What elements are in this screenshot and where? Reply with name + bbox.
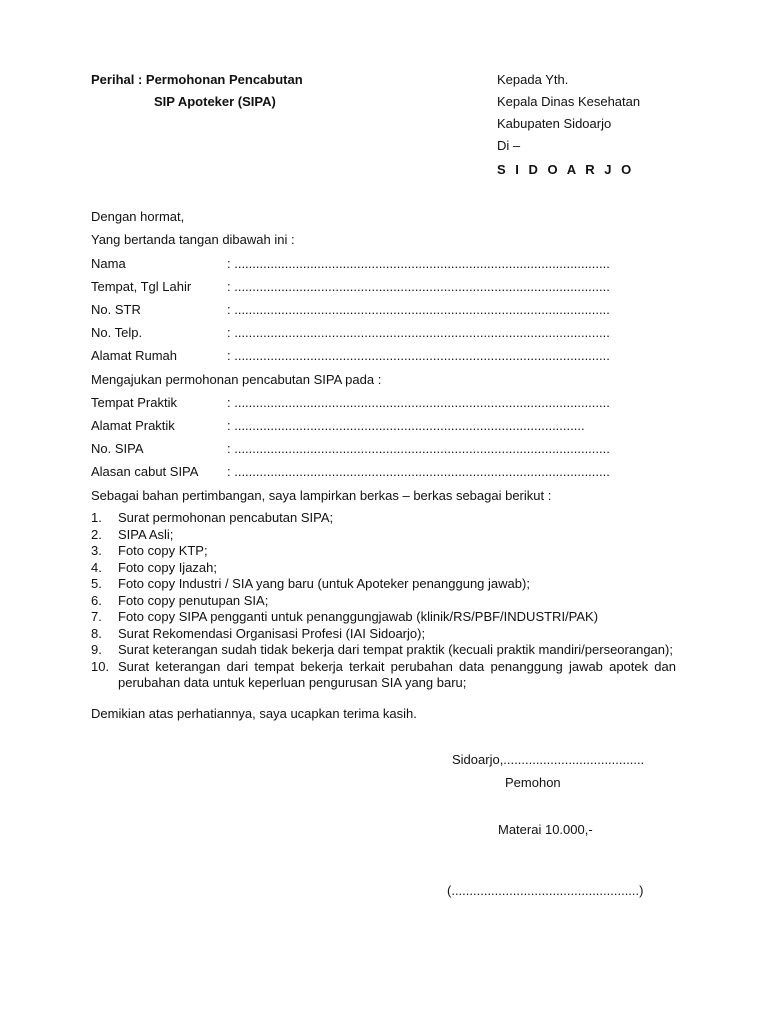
request-intro: Mengajukan permohonan pencabutan SIPA pada : — [91, 372, 382, 387]
field-value-alamat-rumah[interactable]: : ........................................................................................................ — [227, 348, 610, 363]
recipient-line-1: Kepada Yth. — [497, 72, 569, 87]
attachments-list — [91, 510, 676, 692]
field-value-ttl[interactable]: : ........................................................................................................ — [227, 279, 610, 294]
list-number: 3. — [91, 543, 102, 558]
list-text: Surat keterangan sudah tidak bekerja dari tempat praktik (kecuali praktik mandiri/perseorangan); — [118, 642, 673, 657]
list-number: 7. — [91, 609, 102, 624]
list-text: Foto copy Ijazah; — [118, 559, 217, 575]
list-text: Foto copy Industri / SIA yang baru (untuk Apoteker penanggung jawab); — [118, 576, 530, 591]
list-number: 4. — [91, 559, 102, 575]
list-text: Foto copy SIPA pengganti untuk penanggungjawab (klinik/RS/PBF/INDUSTRI/PAK) — [118, 609, 599, 624]
field-label-telp: No. Telp. — [91, 325, 143, 340]
field-value-nama[interactable]: : ........................................................................................................ — [227, 256, 610, 271]
field-label-str: No. STR — [91, 302, 141, 317]
list-number: 2. — [91, 526, 102, 542]
list-item — [91, 659, 676, 692]
field-label-alamat-praktik: Alamat Praktik — [91, 418, 175, 433]
recipient-line-3: Kabupaten Sidoarjo — [497, 116, 612, 131]
list-text: Surat keterangan dari tempat bekerja terkait perubahan data penanggung jawab apotek dan perubahan data untuk keperluan pengurusan SIA yang baru; — [118, 658, 676, 690]
list-number: 1. — [91, 510, 102, 525]
list-item — [91, 609, 676, 626]
list-item — [91, 626, 676, 643]
intro-text: Yang bertanda tangan dibawah ini : — [91, 232, 295, 247]
subject-line-1: Perihal : Permohonan Pencabutan — [91, 72, 303, 87]
list-number: 6. — [91, 592, 102, 608]
list-item — [91, 642, 676, 659]
list-number: 5. — [91, 576, 102, 591]
field-label-alasan: Alasan cabut SIPA — [91, 464, 199, 479]
closing-text: Demikian atas perhatiannya, saya ucapkan terima kasih. — [91, 706, 417, 721]
signature-name-field[interactable]: (....................................................) — [447, 883, 644, 898]
field-label-ttl: Tempat, Tgl Lahir — [91, 279, 192, 294]
attachments-intro: Sebagai bahan pertimbangan, saya lampirkan berkas – berkas sebagai berikut : — [91, 488, 552, 503]
list-item — [91, 576, 676, 593]
recipient-line-4: Di – — [497, 138, 521, 153]
greeting: Dengan hormat, — [91, 209, 185, 224]
list-item — [91, 593, 676, 610]
field-label-nama: Nama — [91, 256, 126, 271]
list-item — [91, 560, 676, 577]
signature-place-date[interactable]: Sidoarjo,....................................... — [452, 752, 645, 767]
field-label-no-sipa: No. SIPA — [91, 441, 144, 456]
field-label-tempat-praktik: Tempat Praktik — [91, 395, 177, 410]
list-text: Foto copy penutupan SIA; — [118, 592, 269, 608]
field-value-telp[interactable]: : ........................................................................................................ — [227, 325, 610, 340]
list-item — [91, 543, 676, 560]
subject-line-2: SIP Apoteker (SIPA) — [154, 94, 276, 109]
signature-role: Pemohon — [505, 775, 561, 790]
field-value-str[interactable]: : ........................................................................................................ — [227, 302, 610, 317]
field-value-no-sipa[interactable]: : ........................................................................................................ — [227, 441, 610, 456]
list-item — [91, 527, 676, 544]
recipient-city: S I D O A R J O — [497, 162, 635, 177]
list-number: 10. — [91, 658, 110, 674]
list-text: SIPA Asli; — [118, 526, 174, 542]
list-item — [91, 510, 676, 527]
list-number: 8. — [91, 625, 102, 641]
list-number: 9. — [91, 642, 102, 657]
list-text: Foto copy KTP; — [118, 543, 208, 558]
field-value-alamat-praktik[interactable]: : ................................................................................................. — [227, 418, 585, 433]
field-value-alasan[interactable]: : ........................................................................................................ — [227, 464, 610, 479]
recipient-line-2: Kepala Dinas Kesehatan — [497, 94, 641, 109]
list-text: Surat permohonan pencabutan SIPA; — [118, 510, 334, 525]
signature-stamp: Materai 10.000,- — [498, 822, 593, 837]
field-value-tempat-praktik[interactable]: : ........................................................................................................ — [227, 395, 610, 410]
list-text: Surat Rekomendasi Organisasi Profesi (IAI Sidoarjo); — [118, 625, 426, 641]
field-label-alamat-rumah: Alamat Rumah — [91, 348, 177, 363]
